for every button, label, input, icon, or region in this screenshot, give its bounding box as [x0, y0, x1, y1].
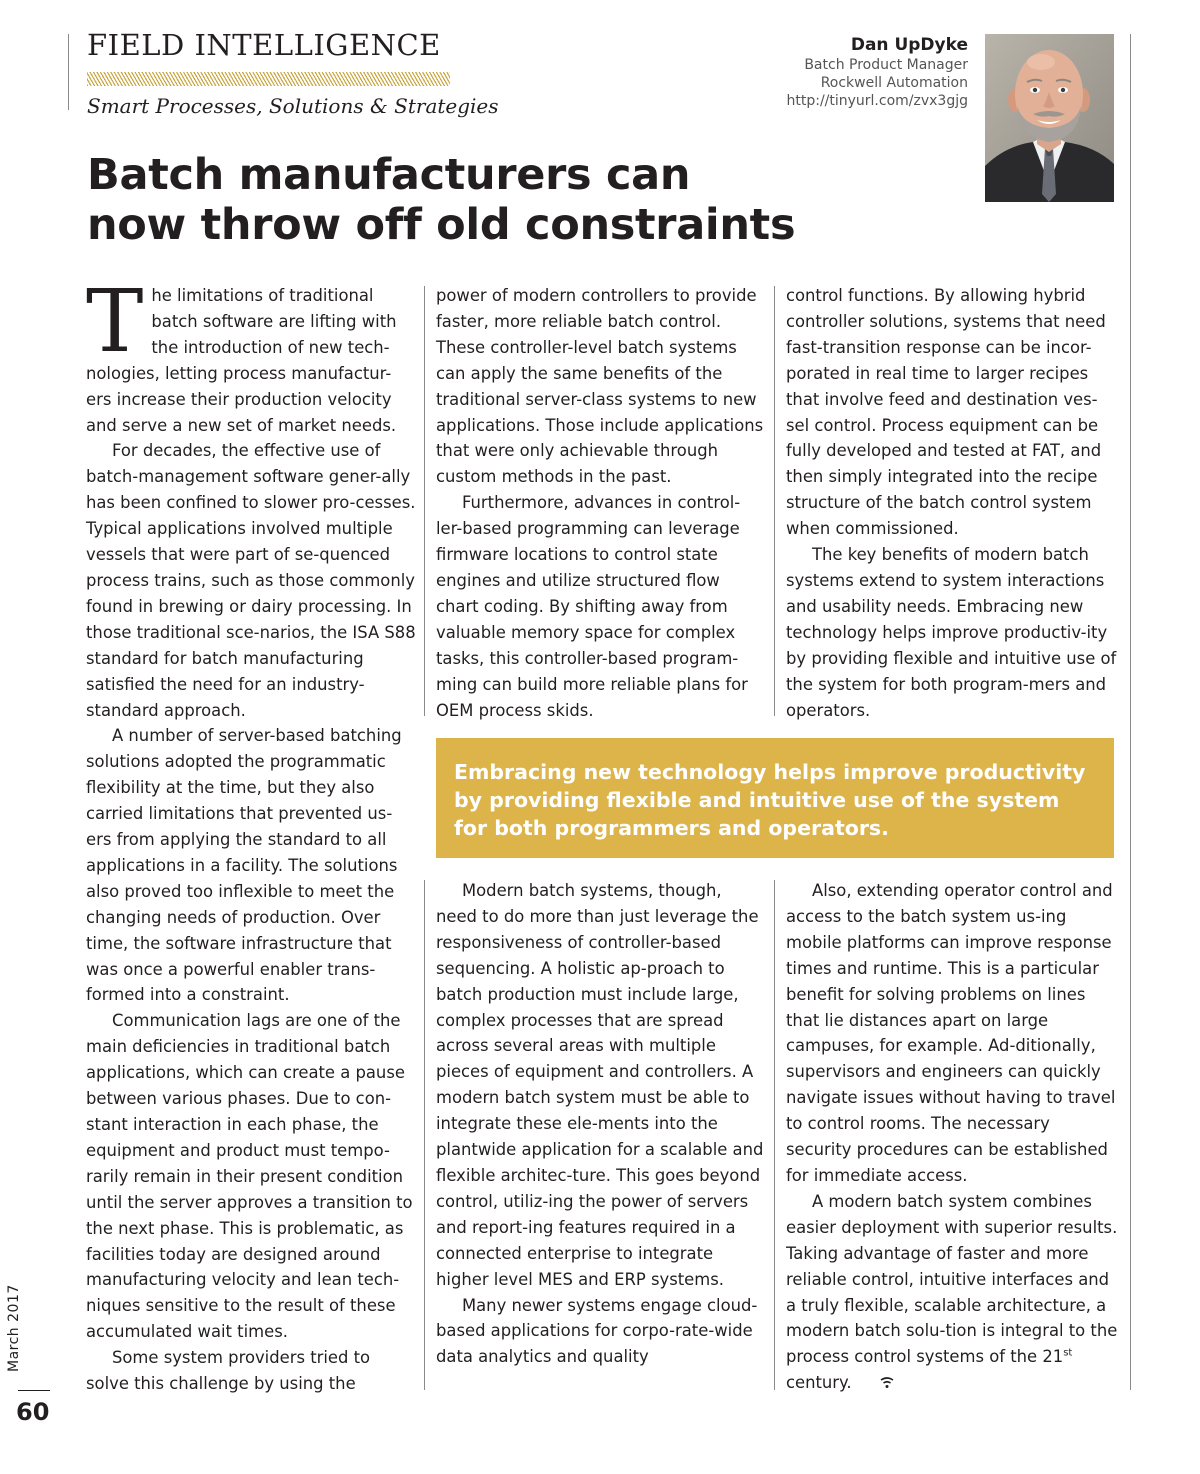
department-subtitle: Smart Processes, Solutions & Strategies [87, 94, 499, 118]
headline-line-2: now throw off old constraints [87, 200, 796, 250]
end-mark-icon [854, 1371, 894, 1397]
paragraph-text-end: century. [786, 1373, 852, 1393]
author-name: Dan UpDyke [850, 35, 968, 55]
department-title: FIELD INTELLIGENCE [87, 28, 441, 62]
pull-quote-line-2: by providing flexible and intuitive use of the system [454, 788, 1060, 812]
paragraph: Some system providers tried to solve this challenge by using the [86, 1348, 371, 1394]
paragraph: Also, extending operator control and access to the batch system us-ing mobile platforms can improve response times and runtime. This is a particular benefit for solving problems on lines that lie distances apart on large campuses, for example. Ad-ditionally, supervisors and engineers can quickly navigate issues without having to travel to control rooms. The necessary security procedures can be established for immediate access. [786, 881, 1116, 1185]
body-column-1 [86, 272, 416, 1397]
author-portrait [985, 34, 1114, 202]
issue-date: March 2017 [6, 1284, 22, 1372]
pull-quote-line-3: for both programmers and operators. [454, 816, 889, 840]
header-left-rule [68, 34, 69, 110]
body-column-3-bottom [786, 878, 1120, 1397]
article-headline [87, 150, 947, 250]
superscript: st [1063, 1347, 1073, 1359]
paragraph: Many newer systems engage cloud-based applications for corpo-rate-wide data analytics and quality [436, 1295, 758, 1367]
column-divider [774, 880, 775, 1390]
pull-quote [436, 738, 1114, 858]
page-right-rule [1130, 34, 1131, 1390]
paragraph [786, 1189, 1120, 1397]
author-url[interactable]: http://tinyurl.com/zvx3gjg [786, 93, 968, 109]
paragraph: Furthermore, advances in control-ler-based programming can leverage firmware locations to control state engines and utilize structured flow chart coding. By shifting away from valuable memory space for complex tasks, this controller-based program-ming can build more reliable plans for OEM process skids. [436, 493, 748, 720]
folio-rule [18, 1390, 50, 1391]
body-column-3-top [786, 283, 1120, 723]
department-stripe-decoration [87, 72, 450, 86]
column-divider [424, 286, 425, 716]
author-role: Batch Product Manager [804, 57, 968, 73]
body-column-2-bottom [436, 878, 766, 1370]
paragraph-text: A modern batch system combines easier deployment with superior results. Taking advantage of faster and more reliable control, intuitive interfaces and a truly flexible, scalable architecture, a modern batch solu-tion is integral to the process control systems of the 21 [786, 1191, 1118, 1367]
paragraph: The key benefits of modern batch systems extend to system interactions and usability needs. Embracing new technology helps improve productiv-ity by providing flexible and intuitive use of the system for both program-mers and operators. [786, 545, 1117, 720]
page-number: 60 [16, 1398, 50, 1426]
paragraph: Communication lags are one of the main deficiencies in traditional batch applications, which can create a pause between various phases. Due to con-stant interaction in each phase, the equipment and product must tempo-rarily remain in their present condition until the server approves a transition to the next phase. This is problematic, as facilities today are designed around manufacturing velocity and lean tech-niques sensitive to the result of these accumulated wait times. [86, 1011, 413, 1342]
paragraph: Modern batch systems, though, need to do more than just leverage the responsiveness of controller-based sequencing. A holistic ap-proach to batch production must include large, complex processes that are spread across several areas with multiple pieces of equipment and controllers. A modern batch system must be able to integrate these ele-ments into the plantwide application for a scalable and flexible architec-ture. This goes beyond control, utiliz-ing the power of servers and report-ing features required in a connected enterprise to integrate higher level MES and ERP systems. [436, 881, 764, 1289]
headline-line-1: Batch manufacturers can [87, 150, 691, 200]
body-column-2-top [436, 283, 766, 723]
pull-quote-line-1: Embracing new technology helps improve productivity [454, 760, 1086, 784]
paragraph-text: he limitations of traditional batch software are lifting with the introduction of new tech-nologies, letting process manufactur-ers increase their production velocity and serve a new set of market needs. [86, 286, 397, 435]
column-divider [424, 880, 425, 1390]
paragraph: A number of server-based batching solutions adopted the programmatic flexibility at the time, but they also carried limitations that prevented us-ers from applying the standard to all applications in a facility. The solutions also proved too inflexible to meet the changing needs of production. Over time, the software infrastructure that was once a powerful enabler trans-formed into a constraint. [86, 726, 402, 1005]
paragraph: power of modern controllers to provide faster, more reliable batch control. These controller-level batch systems can apply the same benefits of the traditional server-class systems to new applications. Those include applications that were only achievable through custom methods in the past. [436, 286, 764, 487]
column-divider [774, 286, 775, 716]
paragraph: For decades, the effective use of batch-management software gener-ally has been confined to slower pro-cesses. Typical applications involved multiple vessels that were part of se-quenced process trains, such as those commonly found in brewing or dairy processing. In those traditional sce-narios, the ISA S88 standard for batch manufacturing satisfied the need for an industry-standard approach. [86, 441, 416, 720]
author-company: Rockwell Automation [820, 75, 968, 91]
drop-cap: T [86, 272, 144, 372]
paragraph: control functions. By allowing hybrid controller solutions, systems that need fast-transition response can be incor-porated in real time to larger recipes that involve feed and destination ves-sel control. Process equipment can be fully developed and tested at FAT, and then simply integrated into the recipe structure of the batch control system when commissioned. [786, 286, 1106, 539]
paragraph [86, 272, 416, 438]
author-block [786, 34, 968, 110]
portrait-illustration [985, 34, 1114, 202]
